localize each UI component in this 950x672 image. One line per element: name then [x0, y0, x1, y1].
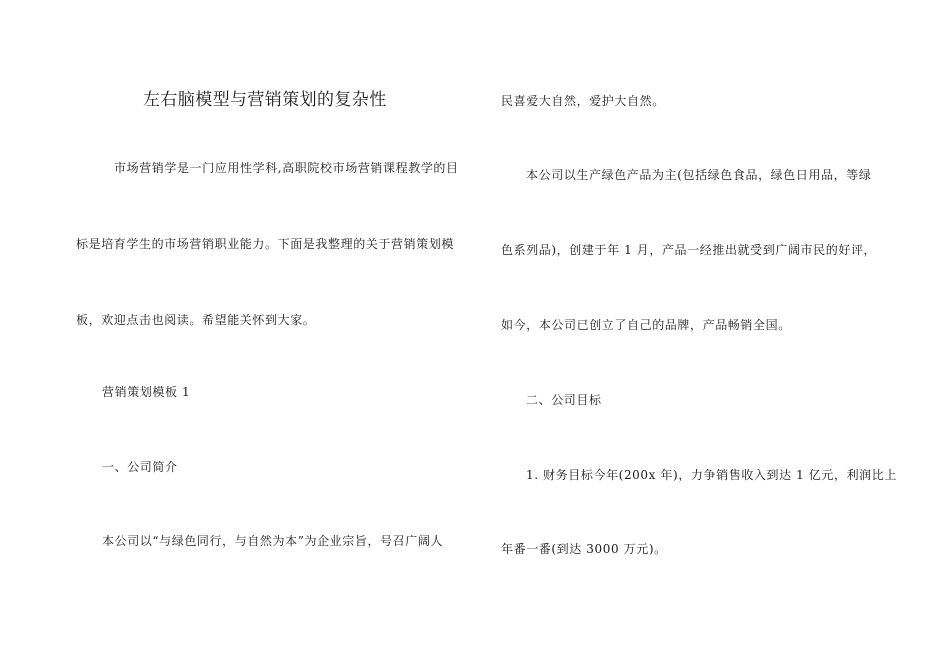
- company-intro-line-1: 本公司以“与绿色同行，与自然为本”为企业宗旨，号召广阔人: [102, 534, 444, 548]
- template-heading: 营销策划模板 1: [102, 385, 191, 399]
- financial-goal-line-2: 年番一番(到达 3000 万元)。: [501, 542, 667, 556]
- financial-goal-line-1: 1. 财务目标今年(200x 年)，力争销售收入到达 1 亿元，利润比上: [526, 468, 897, 482]
- products-paragraph-line-3: 如今，本公司已创立了自己的品牌，产品畅销全国。: [501, 318, 791, 332]
- company-intro-line-2: 民喜爱大自然，爱护大自然。: [501, 94, 665, 108]
- intro-paragraph-line-2: 标是培育学生的市场营销职业能力。下面是我整理的关于营销策划模: [76, 237, 455, 251]
- document-title: 左右脑模型与营销策划的复杂性: [143, 90, 387, 110]
- products-paragraph-line-1: 本公司以生产绿色产品为主(包括绿色食品，绿色日用品，等绿: [526, 168, 872, 182]
- intro-paragraph-line-1: 市场营销学是一门应用性学科,高职院校市场营销课程教学的目: [114, 161, 459, 175]
- products-paragraph-line-2: 色系列品)，创建于年 1 月，产品一经推出就受到广阔市民的好评，: [501, 243, 877, 257]
- section-company-goals-heading: 二、公司目标: [526, 393, 602, 407]
- intro-paragraph-line-3: 板，欢迎点击也阅读。希望能关怀到大家。: [76, 313, 316, 327]
- section-company-intro-heading: 一、公司简介: [102, 460, 178, 474]
